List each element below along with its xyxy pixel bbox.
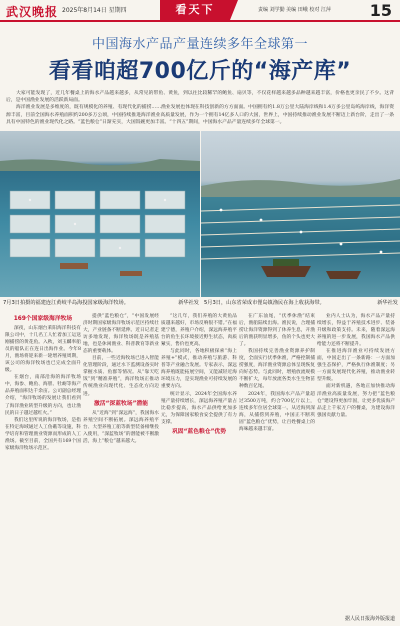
body-paragraph: 业内人士认为，海水产品产量持续增长，得益于养殖技术进步、装备升级和政策支持。未来，随着深远海养殖的进一步发展，我国海水产品供给能力还将不断提升。	[317, 314, 395, 348]
aquaculture-photo-fujian	[0, 131, 200, 297]
article-column-2	[83, 313, 159, 621]
article-column-5	[317, 313, 395, 621]
body-paragraph: 深夜，山东烟台莱阳海洋科技有限公司中，十几名工人忙着加工运送刚捕捞的黄花鱼。入秋，刘玉麟率船员的船队正在连日出海作业。今年8月，渔场将迎来新一轮增养殖周期，该公司的海洋牧场也已完成全面升级。	[5, 326, 81, 374]
body-paragraph: 从“近海”到“深远海”，我国海水养殖空间不断拓展。深远海养殖平台、大型养殖工船等新型装备相继投入使用，“深蓝牧场”的潜能被不断激活，海上“粮仓”越来越大。	[83, 410, 159, 444]
body-paragraph: 2024年，我国海水产品产量超过3500万吨，约合700亿斤以上，连续多年位居全球第一。从近海到深海，从捕捞到养殖，中国正不断巩固“蓝色粮仓”优势，让百姓餐桌上的海味越来越丰富。	[239, 391, 315, 432]
article-kicker: 中国海水产品产量连续多年全球第一	[91, 37, 308, 52]
section-subhead: 激活“深蓝牧场”潜能	[94, 400, 148, 407]
body-paragraph: 在推进海洋渔业可持续发展方面，中国走出了一条新路：一方面加强生态保护，严格执行休渔制度；另一方面发展现代化养殖，推动渔业转型升级。	[317, 349, 395, 383]
body-paragraph: 我国持续完善渔业资源养护制度，全面实行伏季休渔，严格控制捕捞强度，海洋渔业资源总体呈现恢复向好态势。与此同时，增殖放流规模不断扩大，每年放流各类水生生物苗种数百亿尾。	[239, 349, 315, 390]
kelp-harvest-illustration	[201, 131, 400, 297]
aquaculture-photo-shandong	[201, 131, 400, 297]
body-paragraph: 提供“蓝色粮仓”，“中国发展经济时期国家级海洋牧场示范区持续壮大，产业链条不断延伸。近日记者走访多地发现，海洋牧场既是养殖基地，也是休闲渔业、科普教育等新业态的重要载体。	[83, 314, 159, 355]
body-paragraph: 与此同时，各地积极探索“海上养殖+”模式，推动养殖与旅游、科普等产业融合发展。专家表示，深远海养殖既能拓展空间，又能减轻近海环境压力，是实现渔业可持续发展的重要方向。	[161, 349, 237, 390]
article-lead	[6, 90, 394, 126]
page-number: 15	[369, 1, 392, 20]
body-paragraph: 面对新机遇，各地正加快推动海洋渔业高质量发展，努力把“蓝色粮仓”建设得更加牢固，让更多优质海产品走上千家万户的餐桌，为建设海洋强国贡献力量。	[317, 384, 395, 418]
masthead-bar	[0, 0, 400, 20]
fish-farm-illustration	[0, 131, 200, 297]
body-paragraph: 我们这里所说的海洋牧场，是指在特定海域通过人工鱼礁等设施，科学培育和管理渔业资源而形成的人工渔场。截至目前，全国共有169个国家级海洋牧场示范区。	[5, 417, 81, 451]
section-subhead: 巩固“蓝色粮仓”优势	[172, 428, 226, 435]
article-headline: 看看咱超700亿斤的“海产库”	[48, 59, 352, 84]
header-divider	[0, 20, 400, 22]
body-paragraph: 在广东汕尾，“伏季休渔”结束后，渔船陆续出海。渔民说，合理捕捞让海洋资源得到了休养生息，开渔后的渔获明显增多，鱼的个头也更大了。	[239, 314, 315, 348]
photo-caption	[204, 299, 398, 308]
section-tag: 看天下	[160, 0, 230, 20]
article-column-3	[161, 313, 237, 621]
photo-caption	[3, 299, 199, 308]
photo-credit: 新华社发	[178, 300, 199, 306]
body-paragraph: 统计显示，2024年全国海水养殖产量持续增长，深远海养殖产量占比稳步提高，海水产品供给更加多元，为保障国家粮食安全提供了有力支撑。	[161, 391, 237, 425]
section-subhead: 169个国家级海洋牧场	[13, 316, 73, 322]
body-paragraph: “这几年，我们养殖的大黄鱼品质越来越好，市场反响很不错。”在福建宁德，养殖户介绍，深远海养殖平台的鱼生长环境接近野生状态，肉质紧实，售价也更高。	[161, 314, 237, 348]
article-byline: 据人民日报海外版报道	[344, 616, 395, 622]
article-column-4	[239, 313, 315, 621]
lead-paragraph: 海洋渔业发展是多维度的，既有规模化的养殖、有现代化的捕捞……渔业发展也体现在科技创新的方方面面。中国拥有约1.8万公里大陆海岸线和1.4万多公里岛屿海岸线，海洋资源丰富，目前全国海水养殖面积约200多万公顷，中国持续推进海洋渔业高质量发展，作为一个拥有14亿多人口的大国，世界上，中国持续推动渔业发展不断迈上新台阶，走出了一条具有中国特色的渔业现代化之路。“蓝色粮仓”日渐充实，大国饭碗更加丰富。“十四五”期间，中国海水产品产量连续多年全球第一。	[6, 105, 394, 125]
caption-text: 7月3日拍摄的福建连江黄岐半岛海投国家级海洋牧场。	[3, 300, 129, 306]
article-column-1	[5, 313, 81, 621]
photo-credit: 新华社发	[377, 300, 398, 306]
body-paragraph: 在烟台，南部沿海的海洋牧场中，海参、鲍鱼、海胆、牡蛎等海产品养殖面积达千余亩。公司副总经理介绍，“海洋牧场的发展让我们看到了海洋渔业转型升级的方向，也让渔民的日子越过越红火。”	[5, 375, 81, 416]
lead-paragraph: 大家可能发现了，近几年餐桌上的海水产品越来越多，从常见的带鱼、黄鱼，到以往比较稀罕的鲍鱼、扇贝等，不仅花样越来越多品种越来越丰富，价格也更亲民了不少。这背后，是中国渔业发展的活跃新局面。	[6, 91, 394, 104]
newspaper-logo: 武汉晚报	[6, 5, 59, 19]
caption-text: 5月3日，山东省荣成市俚岛镇渔民在海上收获海带。	[204, 300, 325, 306]
issue-date: 2025年8月14日 星期四	[62, 7, 127, 14]
editor-credits: 责编 刘学勤 美编 田峨 校对 江萍	[258, 7, 331, 13]
body-paragraph: 目前，一些近海牧场已进入智能化管理阶段，通过水下监测设备实时掌握水质、鱼群等情况。从“靠天吃饭”到“精准养殖”，海洋牧场正推动传统渔业向现代化、生态化方向迈进。	[83, 356, 159, 397]
